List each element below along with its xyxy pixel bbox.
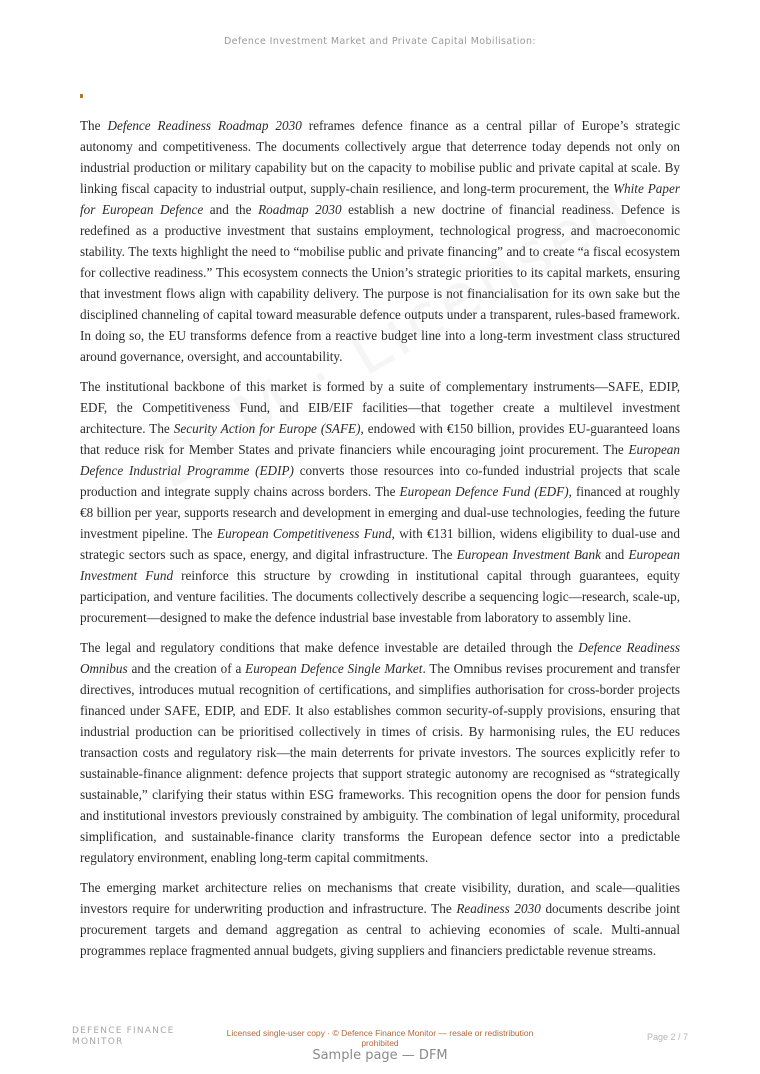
text-run: reframes defence finance as a central pillar of Europe’s strategic autonomy and competitiveness. The documents collectively argue that deterrence today depends not only on industrial production or military capability but on the capacity to mobilise public and private capital at scale. By linking fiscal capacity to industrial output, supply-chain resilience, and long-term procurement, the: [80, 118, 680, 196]
italic-title-run: Roadmap 2030: [258, 202, 342, 217]
body-paragraph: [80, 637, 680, 868]
text-run: reinforce this structure by crowding in institutional capital through guarantees, equity participation, and venture facilities. The documents collectively describe a sequencing logic—research, scale-up, procurement—designed to make the defence industrial base investable from laboratory to assembly line.: [80, 568, 680, 625]
body-text: [80, 115, 680, 970]
italic-title-run: Defence Readiness Omnibus: [80, 640, 680, 676]
accent-mark: [80, 94, 83, 98]
italic-title-run: European Investment Bank: [456, 547, 601, 562]
text-run: The: [80, 118, 108, 133]
footer-brand-line2: MONITOR: [72, 1037, 124, 1047]
text-run: converts those resources into co-funded industrial projects that scale production and integrate supply chains across borders. The: [80, 463, 680, 499]
text-run: , with €131 billion, widens eligibility to dual-use and strategic sectors such as space, energy, and digital infrastructure. The: [80, 526, 680, 562]
italic-title-run: European Defence Single Market: [245, 661, 423, 676]
text-run: The legal and regulatory conditions that make defence investable are detailed through the: [80, 640, 579, 655]
text-run: and the creation of a: [127, 661, 246, 676]
text-run: The emerging market architecture relies on mechanisms that create visibility, duration, and scale—qualities investors require for underwriting production and infrastructure. The: [80, 880, 680, 916]
text-run: establish a new doctrine of financial readiness. Defence is redefined as a productive investment that sustains employment, technological progress, and macroeconomic stability. The texts highlight the need to “mobilise public and private financing” and to create “a fiscal ecosystem for collective readiness.” This ecosystem connects the Union’s strategic priorities to its capital markets, ensuring that investment flows align with capability delivery. The purpose is not financialisation for its own sake but the disciplined channeling of capital toward measurable defence outputs under a transparent, rules-based framework. In doing so, the EU transforms defence from a reactive budget line into a long-term investment class structured around governance, oversight, and accountability.: [80, 202, 680, 364]
italic-title-run: Security Action for Europe (SAFE): [173, 421, 361, 436]
sample-page-label: Sample page — DFM: [312, 1048, 448, 1063]
footer-brand: [72, 1026, 202, 1048]
italic-title-run: European Investment Fund: [80, 547, 680, 583]
italic-title-run: European Defence Fund (EDF): [399, 484, 569, 499]
body-paragraph: [80, 376, 680, 628]
text-run: . The Omnibus revises procurement and transfer directives, introduces mutual recognition of certifications, and simplifies authorisation for cross-border projects financed under SAFE, EDIP, and EDF. It also establishes common security-of-supply provisions, ensuring that industrial production can be prioritised collectively in times of crisis. By harmonising rules, the EU reduces transaction costs and regulatory risk—the main deterrents for private investors. The sources explicitly refer to sustainable-finance alignment: defence projects that support strategic autonomy are recognised as “strategically sustainable,” clarifying their status within ESG frameworks. This recognition opens the door for pension funds and institutional investors previously constrained by ambiguity. The combination of legal uniformity, procedural simplification, and sustainable-finance clarity transforms the European defence sector into a predictable regulatory environment, enabling long-term capital commitments.: [80, 661, 680, 865]
italic-title-run: European Competitiveness Fund: [217, 526, 392, 541]
italic-title-run: White Paper for European Defence: [80, 181, 680, 217]
text-run: documents describe joint procurement targets and demand aggregation as central to achieving economies of scale. Multi-annual programmes replace fragmented annual budgets, giving suppliers and financiers predictable revenue streams.: [80, 901, 680, 958]
text-run: and: [600, 547, 629, 562]
text-run: , endowed with €150 billion, provides EU-guaranteed loans that reduce risk for Member States and private financiers while encouraging joint procurement. The: [80, 421, 680, 457]
body-paragraph: [80, 877, 680, 961]
italic-title-run: Defence Readiness Roadmap 2030: [107, 118, 302, 133]
body-paragraph: [80, 115, 680, 367]
text-run: and the: [203, 202, 259, 217]
footer-license-notice: Licensed single-user copy · © Defence Finance Monitor — resale or redistribution prohibited: [226, 1028, 534, 1048]
running-header: Defence Investment Market and Private Capital Mobilisation:: [223, 36, 537, 47]
text-run: The institutional backbone of this market is formed by a suite of complementary instruments—SAFE, EDIP, EDF, the Competitiveness Fund, and EIB/EIF facilities—that together create a multilevel investment architecture. The: [80, 379, 680, 436]
footer-brand-line1: DEFENCE FINANCE: [72, 1026, 175, 1036]
text-run: , financed at roughly €8 billion per year, supports research and development in emerging and dual-use technologies, feeding the future investment pipeline. The: [80, 484, 680, 541]
italic-title-run: Readiness 2030: [456, 901, 541, 916]
page-number: Page 2 / 7: [646, 1032, 688, 1042]
italic-title-run: European Defence Industrial Programme (EDIP): [80, 442, 680, 478]
